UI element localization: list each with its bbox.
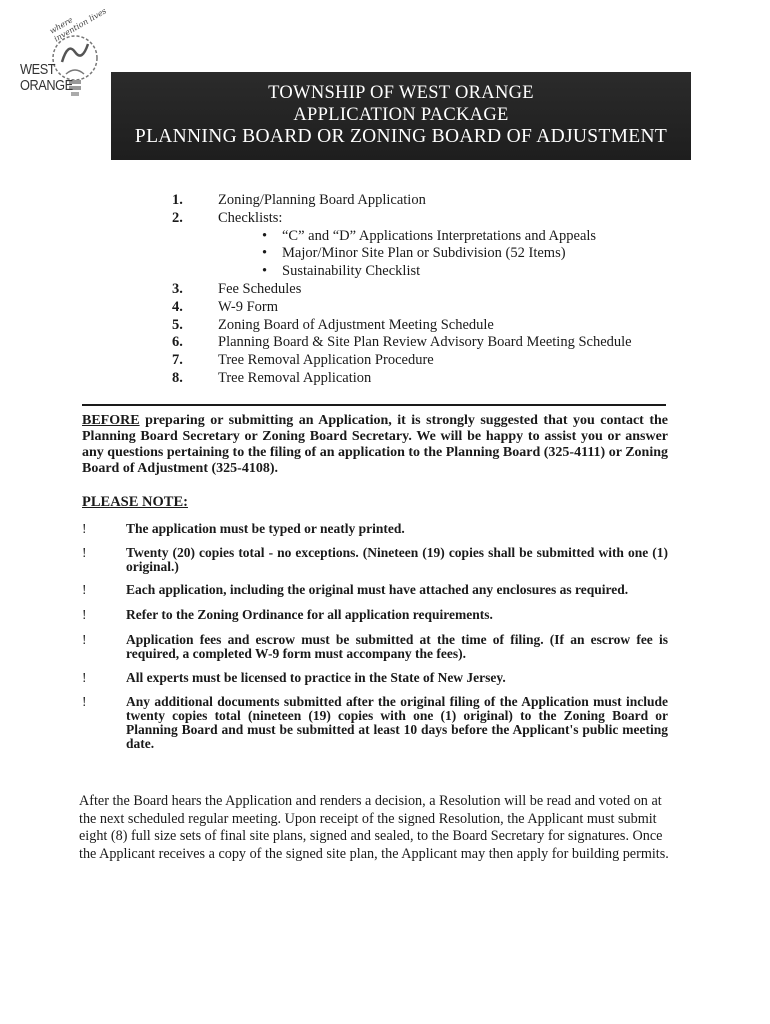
checklist-item: • Sustainability Checklist (262, 263, 421, 280)
exclamation-icon: ! (82, 545, 87, 560)
logo-line-west: WEST (20, 61, 56, 78)
title-banner (111, 72, 691, 160)
title-line-township: TOWNSHIP OF WEST ORANGE (268, 83, 534, 103)
intro-lead-word: BEFORE (82, 413, 140, 428)
exclamation-icon: ! (82, 632, 87, 647)
logo-wordmark (20, 62, 73, 94)
intro-paragraph (82, 413, 668, 477)
intro-body: preparing or submitting an Application, it is strongly suggested that you contact the Planning Board Secretary or Zoning Board Secretary. We will be happy to assist you or answer any questions pertaining to the filing of an application to the Planning Board (325-4111) or Zoning Board of Adjustment (325-4108). (82, 413, 668, 476)
exclamation-icon: ! (82, 521, 87, 536)
exclamation-icon: ! (82, 694, 87, 709)
notes-list (82, 520, 668, 751)
exclamation-icon: ! (82, 670, 87, 685)
note-item: ! Each application, including the original must have attached any enclosures as required. (82, 582, 629, 597)
note-item: ! The application must be typed or neatly printed. (82, 521, 405, 536)
please-note-heading: PLEASE NOTE: (82, 494, 188, 510)
note-item: ! Refer to the Zoning Ordinance for all application requirements. (82, 607, 493, 622)
contents-item: 6. Planning Board & Site Plan Review Advisory Board Meeting Schedule (172, 334, 632, 351)
closing-paragraph: After the Board hears the Application and renders a decision, a Resolution will be read and voted on at the next scheduled regular meeting. Upon receipt of the signed Resolution, the Applicant must submit eight (8) full size sets of final site plans, signed and sealed, to the Board Secretary for signatures. Once the Applicant receives a copy of the signed site plan, the Applicant may then apply for building permits. (79, 793, 669, 862)
contents-item: 3. Fee Schedules (172, 280, 302, 297)
note-item: ! All experts must be licensed to practice in the State of New Jersey. (82, 670, 506, 685)
note-item: ! Any additional documents submitted after the original filing of the Application must include twenty copies total (nineteen (19) copies with one (1) original) to the Zoning Board or Planning Board and must be submitted at least 10 days before the Applicant's public meeting date. (82, 694, 668, 751)
exclamation-icon: ! (82, 607, 87, 622)
checklist-sublist (262, 228, 632, 281)
township-logo (14, 6, 110, 112)
logo-tagline: where invention lives (48, 6, 109, 44)
checklist-item: • “C” and “D” Applications Interpretations and Appeals (262, 227, 597, 244)
contents-item: 8. Tree Removal Application (172, 369, 372, 386)
contents-item: 1. Zoning/Planning Board Application (172, 192, 426, 208)
contents-item: 4. W-9 Form (172, 298, 279, 315)
exclamation-icon: ! (82, 582, 87, 597)
contents-item: 2. Checklists: (172, 209, 283, 226)
title-line-package: APPLICATION PACKAGE (293, 105, 509, 125)
title-line-board: PLANNING BOARD OR ZONING BOARD OF ADJUSTMENT (134, 126, 668, 147)
contents-item: 7. Tree Removal Application Procedure (172, 352, 434, 369)
section-divider (82, 404, 666, 406)
logo-line-orange: ORANGE (20, 77, 73, 94)
note-item: ! Twenty (20) copies total - no exceptions. (Nineteen (19) copies shall be submitted with one (1) original.) (82, 545, 668, 574)
contents-item: 5. Zoning Board of Adjustment Meeting Schedule (172, 316, 494, 333)
note-item: ! Application fees and escrow must be submitted at the time of filing. (If an escrow fee is required, a completed W-9 form must accompany the fees). (82, 632, 668, 661)
contents-list (172, 192, 632, 388)
checklist-item: • Major/Minor Site Plan or Subdivision (52 Items) (262, 245, 566, 262)
